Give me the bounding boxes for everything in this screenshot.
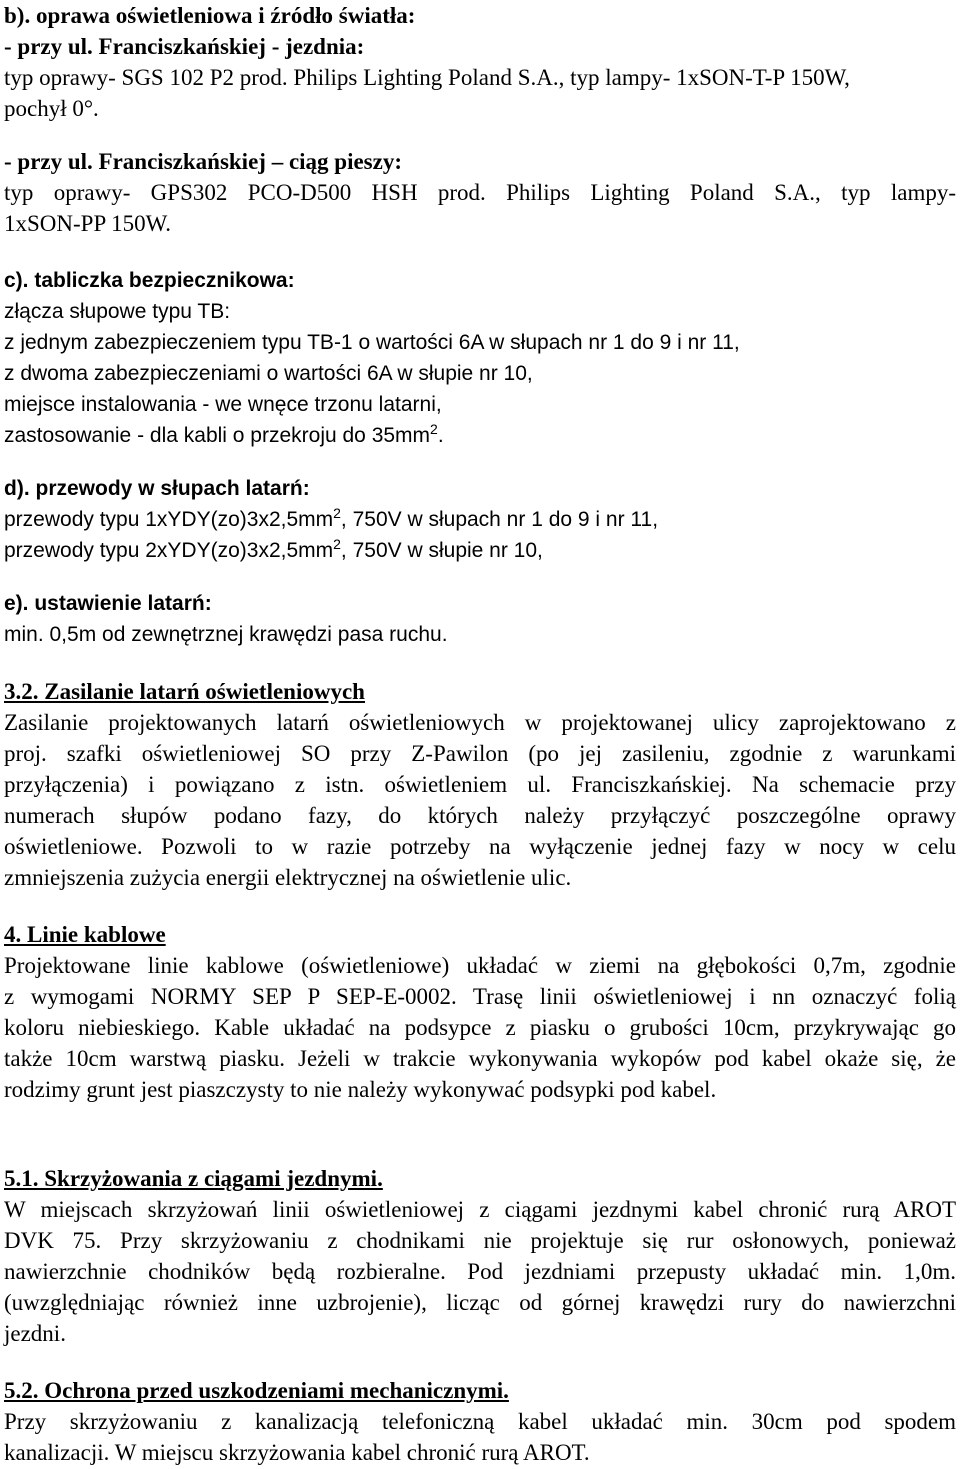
section-4-body <box>4 950 956 1105</box>
section-4-line: Projektowane linie kablowe (oświetleniowe) układać w ziemi na głębokości 0,7m, zgodnie <box>4 953 956 978</box>
section-4-line: także 10cm warstwą piasku. Jeżeli w trakcie wykonywania wykopów pod kabel okaże się, że <box>4 1046 956 1071</box>
section-4-heading-text: 4. Linie kablowe <box>4 922 166 947</box>
section-b-sub2-line1: typ oprawy- GPS302 PCO-D500 HSH prod. Philips Lighting Poland S.A., typ lampy- <box>4 180 956 205</box>
section-c-line5 <box>4 420 956 451</box>
section-d-line2-text: przewody typu 2xYDY(zo)3x2,5mm <box>4 539 334 562</box>
section-4-heading <box>4 919 956 950</box>
section-5-2-heading <box>4 1375 956 1406</box>
section-5-1-heading <box>4 1163 956 1194</box>
section-3-2-line: numerach słupów podano fazy, do których należy przyłączyć poszczególne oprawy <box>4 803 956 828</box>
section-5-1-body <box>4 1194 956 1349</box>
section-5-1-last-line: jezdni. <box>4 1321 66 1346</box>
section-c-line5-superscript: 2 <box>430 421 438 437</box>
section-d-line2-end: , 750V w słupie nr 10, <box>340 539 543 562</box>
section-5-1-line: W miejscach skrzyżowań linii oświetleniowej z ciągami jezdnymi kabel chronić rurą AROT <box>4 1197 956 1222</box>
section-3-2-last-line: zmniejszenia zużycia energii elektrycznej na oświetlenie ulic. <box>4 865 572 890</box>
section-3-2-line: proj. szafki oświetleniowej SO przy Z-Pawilon (po jej zasileniu, zgodnie z warunkami <box>4 741 956 766</box>
document-page <box>4 0 956 1468</box>
section-d-line2 <box>4 535 956 566</box>
section-d-line1-text: przewody typu 1xYDY(zo)3x2,5mm <box>4 508 334 531</box>
section-b-sub1: - przy ul. Franciszkańskiej - jezdnia: <box>4 34 365 59</box>
section-3-2-line: Zasilanie projektowanych latarń oświetleniowych w projektowanej ulicy zaprojektowano z <box>4 710 956 735</box>
section-5-2-line: Przy skrzyżowaniu z kanalizacją telefoniczną kabel układać min. 30cm pod spodem <box>4 1409 956 1434</box>
section-b-sub2-line2: 1xSON-PP 150W. <box>4 211 171 236</box>
section-5-1-line: nawierzchnie chodników będą rozbieralne. Pod jezdniami przepusty układać min. 1,0m. <box>4 1259 956 1284</box>
section-4-last-line: rodzimy grunt jest piaszczysty to nie należy wykonywać podsypki pod kabel. <box>4 1077 717 1102</box>
section-d-line2-superscript: 2 <box>333 536 341 552</box>
section-c-line5-text: zastosowanie - dla kabli o przekroju do 35mm <box>4 424 431 447</box>
section-b-sub1-line1: typ oprawy- SGS 102 P2 prod. Philips Lighting Poland S.A., typ lampy- 1xSON-T-P 150W, <box>4 65 850 90</box>
section-4-line: koloru niebieskiego. Kable układać na podsypce z piasku o grubości 10cm, przykrywając go <box>4 1015 956 1040</box>
section-3-2-heading-text: 3.2. Zasilanie latarń oświetleniowych <box>4 679 365 704</box>
section-5-1-heading-text: 5.1. Skrzyżowania z ciągami jezdnymi. <box>4 1166 383 1191</box>
section-d-line1-superscript: 2 <box>333 505 341 521</box>
section-3-2-line: oświetleniowe. Pozwoli to w razie potrzeby na wyłączenie jednej fazy w nocy w celu <box>4 834 956 859</box>
section-5-2-body <box>4 1406 956 1468</box>
section-5-2-last-line: kanalizacji. W miejscu skrzyżowania kabel chronić rurą AROT. <box>4 1440 590 1465</box>
section-b-heading: b). oprawa oświetleniowa i źródło światła: <box>4 3 416 28</box>
section-3-2-heading <box>4 676 956 707</box>
section-c-line3: z dwoma zabezpieczeniami o wartości 6A w słupie nr 10, <box>4 362 533 385</box>
section-3-2-body <box>4 707 956 893</box>
section-e-line1: min. 0,5m od zewnętrznej krawędzi pasa ruchu. <box>4 623 448 646</box>
section-d-line1-end: , 750V w słupach nr 1 do 9 i nr 11, <box>340 508 659 531</box>
section-c-line4: miejsce instalowania - we wnęce trzonu latarni, <box>4 393 442 416</box>
section-5-1-line: DVK 75. Przy skrzyżowaniu z chodnikami nie projektuje się rur osłonowych, ponieważ <box>4 1228 956 1253</box>
section-c-line2: z jednym zabezpieczeniem typu TB-1 o wartości 6A w słupach nr 1 do 9 i nr 11, <box>4 331 740 354</box>
section-e-heading: e). ustawienie latarń: <box>4 592 212 615</box>
section-4-line: z wymogami NORMY SEP P SEP-E-0002. Trasę linii oświetleniowej i nn oznaczyć folią <box>4 984 956 1009</box>
section-b-sub2: - przy ul. Franciszkańskiej – ciąg pieszy: <box>4 149 402 174</box>
section-5-1-line: (uwzględniając również inne uzbrojenie), licząc od górnej krawędzi rury do nawierzchni <box>4 1290 956 1315</box>
section-c-heading: c). tabliczka bezpiecznikowa: <box>4 269 295 292</box>
section-d-line1 <box>4 504 956 535</box>
section-d-heading: d). przewody w słupach latarń: <box>4 477 310 500</box>
section-c-line5-end: . <box>437 424 444 447</box>
section-c-line1: złącza słupowe typu TB: <box>4 300 231 323</box>
section-5-2-heading-text: 5.2. Ochrona przed uszkodzeniami mechanicznymi. <box>4 1378 509 1403</box>
section-3-2-line: przyłączenia) i powiązano z istn. oświetleniem ul. Franciszkańskiej. Na schemacie przy <box>4 772 956 797</box>
section-b-sub1-line2: pochył 0°. <box>4 96 99 121</box>
